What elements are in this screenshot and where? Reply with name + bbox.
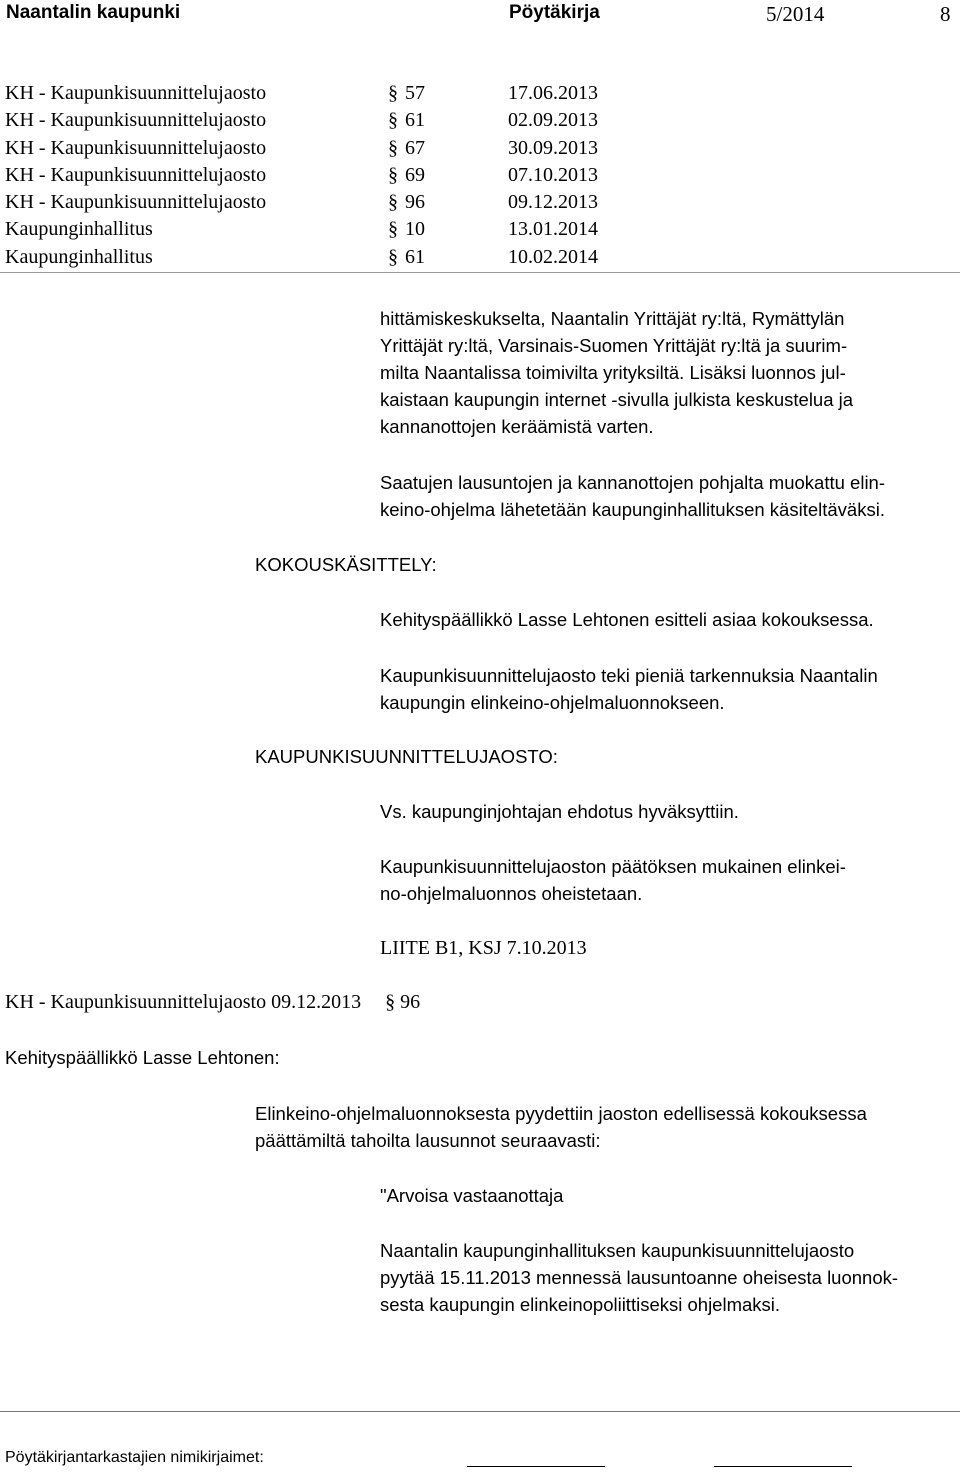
text-line: Elinkeino-ohjelmaluonnoksesta pyydettiin jaoston edellisessä kokouksessa [255,1103,867,1124]
text-line: Kaupunkisuunnittelujaoston päätöksen mukainen elinkei- [380,856,846,877]
history-body: KH - Kaupunkisuunnittelujaosto [5,109,267,132]
signature-line [714,1466,852,1467]
section-sign: § [388,218,398,241]
history-date: 10.02.2014 [508,245,598,268]
history-body: KH - Kaupunkisuunnittelujaosto [5,163,267,186]
doc-type: Pöytäkirja [509,2,600,23]
issue-number: 5/2014 [766,2,825,26]
continuation-paragraph [380,305,955,440]
section-sign: § [388,163,398,186]
history-date: 17.06.2013 [508,82,598,104]
text-line: Saatujen lausuntojen ja kannanottojen pohjalta muokattu elin- [380,472,886,493]
history-date: 02.09.2013 [508,109,598,132]
history-number: 69 [405,163,425,186]
text-line: Vs. kaupunginjohtajan ehdotus hyväksyttiin. [380,801,739,822]
history-body: Kaupunginhallitus [5,245,153,268]
history-body: KH - Kaupunkisuunnittelujaosto [5,82,267,104]
section-sign: § [388,82,398,104]
history-body: KH - Kaupunkisuunnittelujaosto [5,191,267,214]
text-line: kaistaan kaupungin internet -sivulla julkista keskustelua ja [380,389,854,410]
history-divider [0,272,960,273]
quote-greeting [380,1182,955,1209]
history-number: 96 [405,191,425,214]
committee-label: KAUPUNKISUUNNITTELUJAOSTO: [255,746,558,767]
history-date: 09.12.2013 [508,191,598,214]
text-line: päättämiltä tahoilta lausunnot seuraavasti: [255,1130,601,1151]
history-date: 30.09.2013 [508,136,598,159]
history-body: KH - Kaupunkisuunnittelujaosto [5,136,267,159]
history-number: 61 [405,109,425,132]
history-row [5,80,960,107]
history-row [5,189,960,216]
attachment-reference: LIITE B1, KSJ 7.10.2013 [380,937,587,959]
section-heading-number: 96 [400,991,421,1013]
section-heading [5,989,420,1016]
text-line: kaupungin elinkeino-ohjelmaluonnokseen. [380,692,725,713]
meeting-note [380,606,955,633]
history-table [5,80,960,271]
history-number: 61 [405,245,425,268]
footer-divider [0,1411,960,1412]
section-sign: § [385,991,396,1013]
signature-line [467,1466,605,1467]
page-number: 8 [940,2,951,26]
text-line: pyytää 15.11.2013 mennessä lausuntoanne oheisesta luonnok- [380,1267,899,1288]
presenter-label: Kehityspäällikkö Lasse Lehtonen: [5,1047,280,1068]
processing-paragraph [380,469,955,523]
text-line: Naantalin kaupunginhallituksen kaupunkisuunnittelujaosto [380,1240,855,1261]
intro-paragraph [255,1100,955,1154]
text-line: no-ohjelmaluonnos oheistetaan. [380,883,643,904]
committee-decision [380,798,955,825]
section-heading-body: KH - Kaupunkisuunnittelujaosto 09.12.2013 [5,991,362,1013]
meeting-processing-label: KOKOUSKÄSITTELY: [255,554,437,575]
history-row [5,135,960,162]
section-sign: § [388,136,398,159]
quote-paragraph [380,1237,955,1318]
history-row [5,162,960,189]
history-body: Kaupunginhallitus [5,218,153,241]
history-row [5,216,960,243]
text-line: "Arvoisa vastaanottaja [380,1185,564,1206]
section-sign: § [388,109,398,132]
text-line: keino-ohjelma lähetetään kaupunginhallituksen käsiteltäväksi. [380,499,885,520]
text-line: Yrittäjät ry:ltä, Varsinais-Suomen Yrittäjät ry:ltä ja suurim- [380,335,848,356]
text-line: Kehityspäällikkö Lasse Lehtonen esitteli asiaa kokouksessa. [380,609,874,630]
text-line: milta Naantalissa toimivilta yrityksiltä. Lisäksi luonnos jul- [380,362,846,383]
text-line: Kaupunkisuunnittelujaosto teki pieniä tarkennuksia Naantalin [380,665,878,686]
signature-label: Pöytäkirjantarkastajien nimikirjaimet: [5,1449,264,1466]
section-sign: § [388,191,398,214]
city-name: Naantalin kaupunki [6,2,181,23]
text-line: hittämiskeskukselta, Naantalin Yrittäjät ry:ltä, Rymättylän [380,308,845,329]
section-sign: § [388,245,398,268]
text-line: kannanottojen keräämistä varten. [380,416,654,437]
text-line: sesta kaupungin elinkeinopoliittiseksi ohjelmaksi. [380,1294,781,1315]
history-number: 57 [405,82,425,104]
history-number: 67 [405,136,425,159]
history-row [5,107,960,134]
history-date: 13.01.2014 [508,218,598,241]
meeting-changes [380,662,955,716]
committee-attachment-note [380,853,955,907]
history-number: 10 [405,218,425,241]
history-row [5,244,960,271]
history-date: 07.10.2013 [508,163,598,186]
